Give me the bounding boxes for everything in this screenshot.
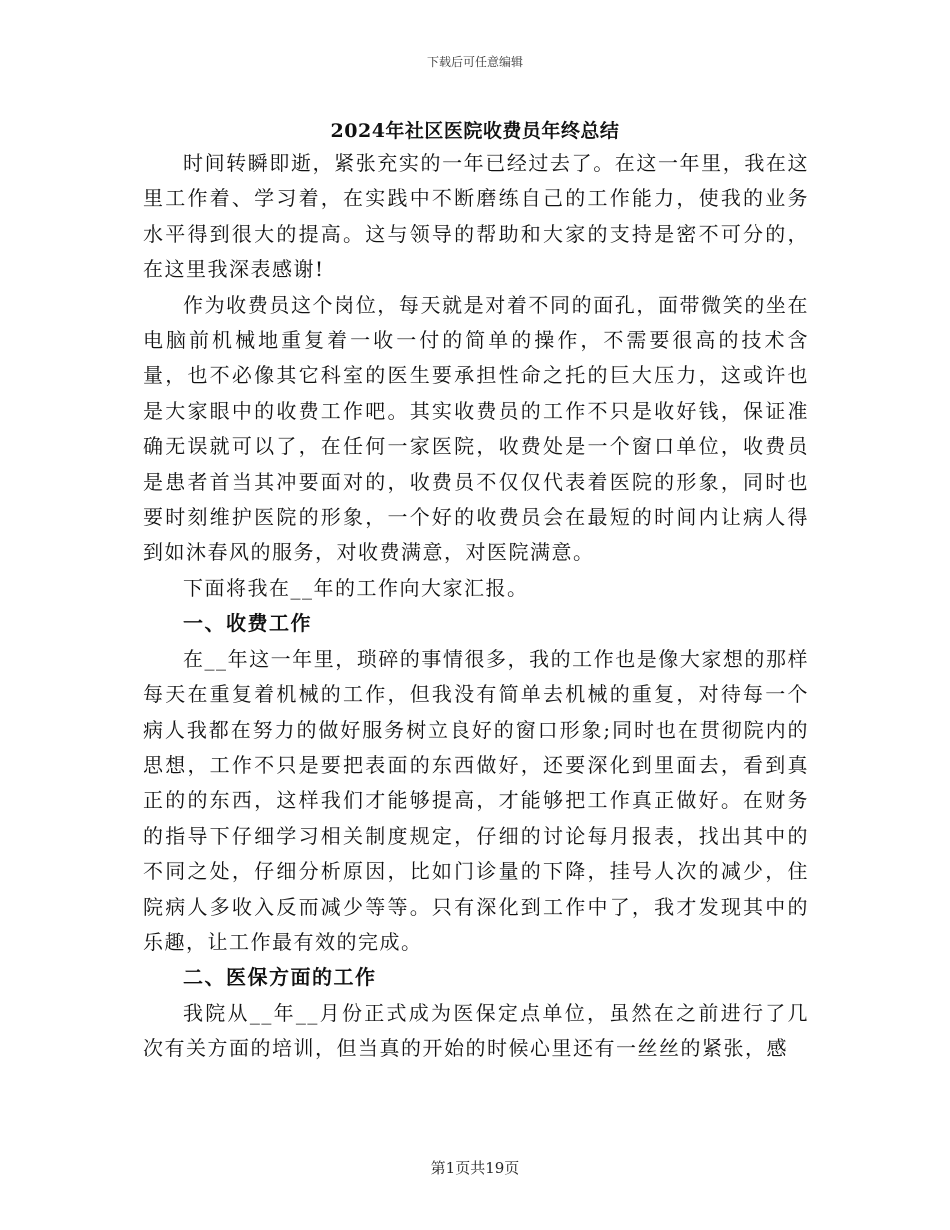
document-body (143, 146, 809, 1067)
header-note: 下载后可任意编辑 (426, 55, 523, 69)
section-heading-billing: 一、收费工作 (183, 611, 312, 636)
paragraph-role: 作为收费员这个岗位，每天就是对着不同的面孔，面带微笑的坐在电脑前机械地重复着一收一付的简单的操作，不需要很高的技术含量，也不必像其它科室的医生要承担性命之托的巨大压力，这或许也是大家眼中的收费工作吧。其实收费员的工作不只是收好钱，保证准确无误就可以了，在任何一家医院，收费处是一个窗口单位，收费员是患者首当其冲要面对的，收费员不仅仅代表着医院的形象，同时也要时刻维护医院的形象，一个好的收费员会在最短的时间内让病人得到如沐春风的服务，对收费满意，对医院满意。 (143, 292, 809, 565)
section-heading-insurance: 二、医保方面的工作 (183, 965, 377, 990)
document-title: 2024年社区医院收费员年终总结 (330, 120, 620, 142)
paragraph-insurance: 我院从__年__月份正式成为医保定点单位，虽然在之前进行了几次有关方面的培训，但当真的开始的时候心里还有一丝丝的紧张，感 (143, 1000, 809, 1061)
paragraph-billing: 在__年这一年里，琐碎的事情很多，我的工作也是像大家想的那样每天在重复着机械的工作，但我没有简单去机械的重复，对待每一个病人我都在努力的做好服务树立良好的窗口形象;同时也在贯彻院内的思想，工作不只是要把表面的东西做好，还要深化到里面去，看到真正的的东西，这样我们才能够提高，才能够把工作真正做好。在财务的指导下仔细学习相关制度规定，仔细的讨论每月报表，找出其中的不同之处，仔细分析原因，比如门诊量的下降，挂号人次的减少，住院病人多收入反而减少等等。只有深化到工作中了，我才发现其中的乐趣，让工作最有效的完成。 (143, 646, 809, 954)
page-footer: 第1页共19页 (430, 1159, 520, 1177)
paragraph-intro: 时间转瞬即逝，紧张充实的一年已经过去了。在这一年里，我在这里工作着、学习着，在实践中不断磨练自己的工作能力，使我的业务水平得到很大的提高。这与领导的帮助和大家的支持是密不可分的，在这里我深表感谢! (143, 151, 809, 282)
paragraph-report: 下面将我在__年的工作向大家汇报。 (183, 575, 529, 600)
